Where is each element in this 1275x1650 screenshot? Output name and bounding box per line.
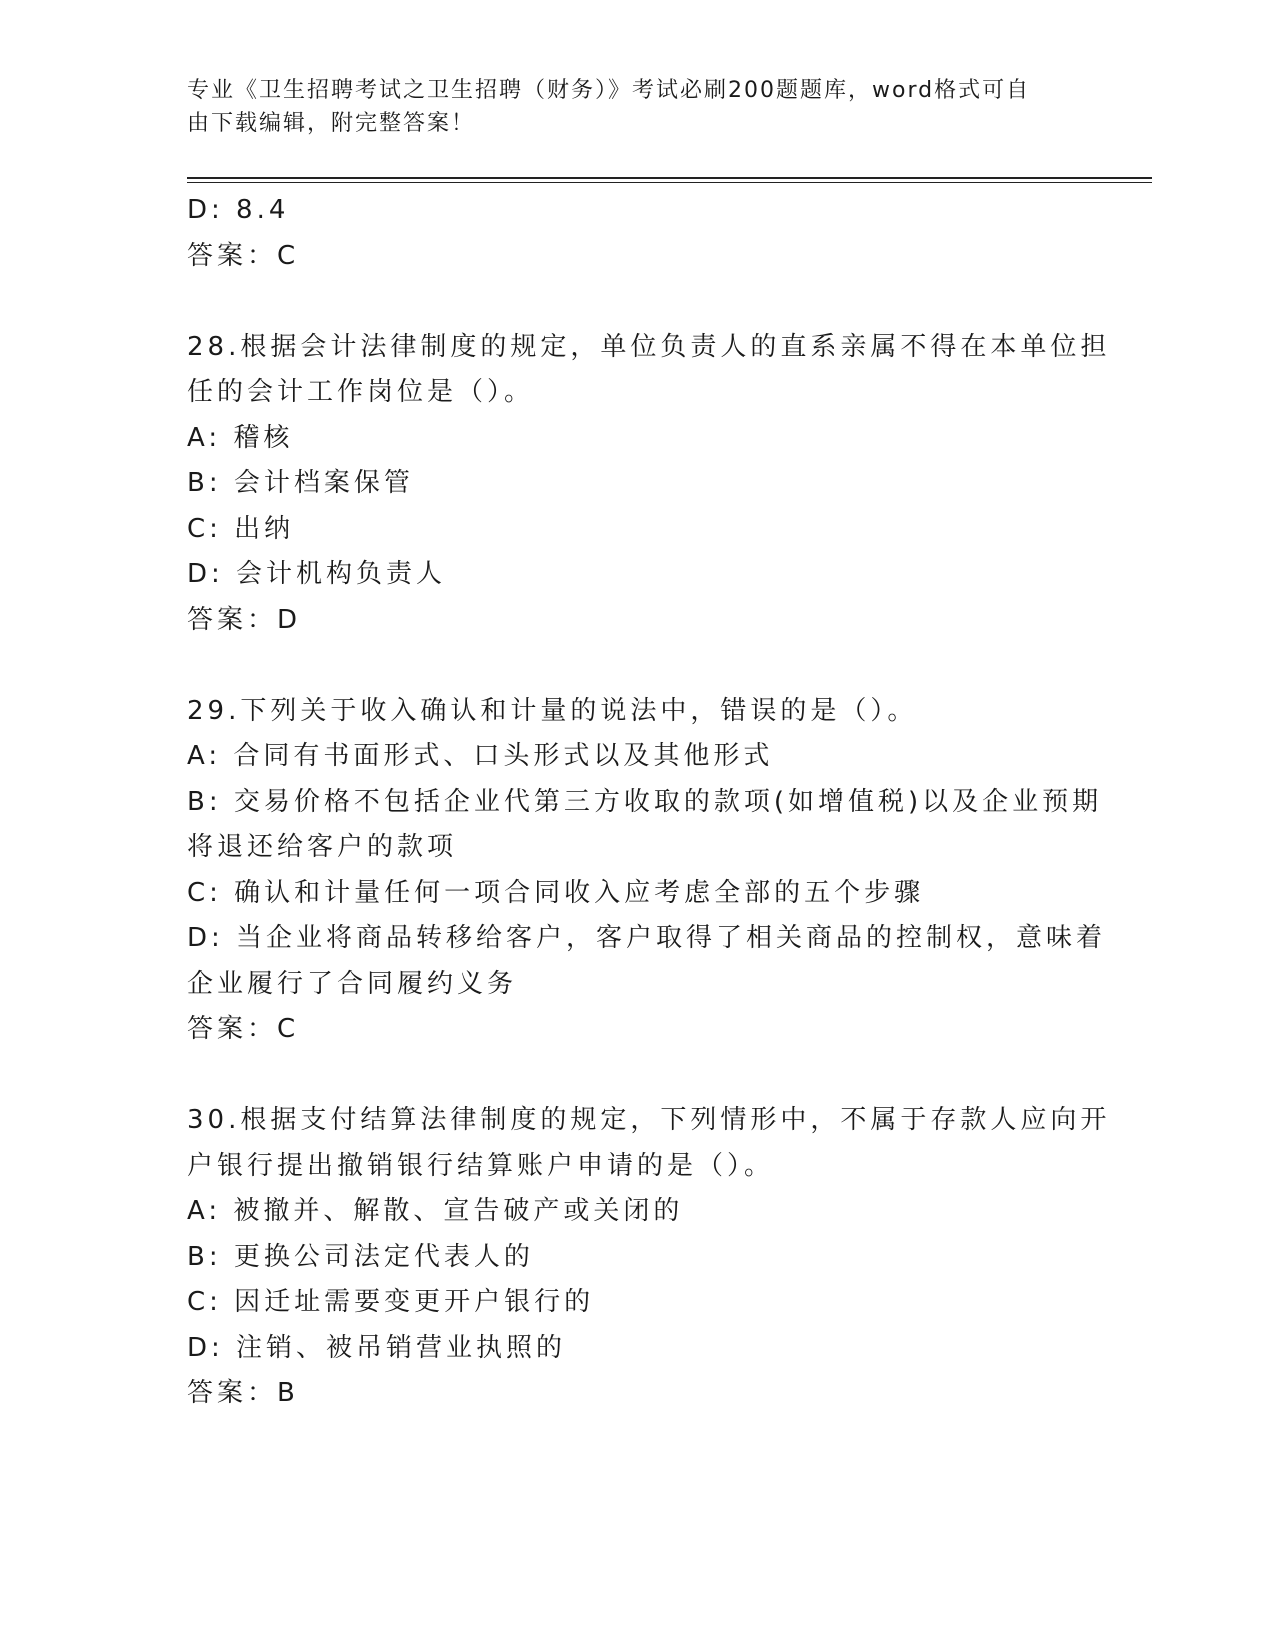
option-c: C: 确认和计量任何一项合同收入应考虑全部的五个步骤: [187, 877, 925, 908]
question-stem-line: 29.下列关于收入确认和计量的说法中，错误的是（）。: [187, 695, 918, 726]
spacer: [187, 643, 1087, 689]
answer: 答案：D: [187, 604, 302, 635]
header-line-1: 专业《卫生招聘考试之卫生招聘（财务）》考试必刷200题题库，word格式可自: [187, 78, 1031, 103]
question-stem-line: 户银行提出撤销银行结算账户申请的是（）。: [187, 1150, 775, 1181]
option-b-continued: 将退还给客户的款项: [187, 832, 458, 862]
option-d-continued: 企业履行了合同履约义务: [187, 968, 518, 999]
option-b: B: 更换公司法定代表人的: [187, 1241, 534, 1272]
question-stem-line: 任的会计工作岗位是（）。: [187, 377, 535, 407]
answer: 答案：C: [187, 240, 300, 271]
option-d: D: 当企业将商品转移给客户，客户取得了相关商品的控制权，意味着: [187, 923, 1107, 953]
question-list: [187, 188, 1111, 1417]
option-a: A: 被撤并、解散、宣告破产或关闭的: [187, 1196, 684, 1226]
option-d: D: 注销、被吊销营业执照的: [187, 1332, 567, 1363]
option-c: C: 出纳: [187, 513, 295, 544]
spacer: [187, 279, 1087, 325]
question-27-tail: [187, 188, 1087, 279]
question-29: [187, 689, 1107, 1053]
question-stem-line: 28.根据会计法律制度的规定，单位负责人的直系亲属不得在本单位担: [187, 331, 1111, 362]
header-line-2: 由下载编辑，附完整答案！: [187, 111, 476, 136]
option-d: D: 会计机构负责人: [187, 559, 447, 589]
option-d: D: 8.4: [187, 195, 290, 225]
option-b: B: 会计档案保管: [187, 468, 414, 498]
answer: 答案：B: [187, 1378, 299, 1408]
header-rule-thin: [187, 182, 1152, 183]
option-a: A: 稽核: [187, 422, 294, 453]
option-b: B: 交易价格不包括企业代第三方收取的款项(如增值税)以及企业预期: [187, 786, 1103, 817]
question-28: [187, 325, 1111, 644]
header-rule-thick: [187, 177, 1152, 179]
spacer: [187, 1053, 1087, 1099]
question-30: [187, 1098, 1111, 1417]
option-a: A: 合同有书面形式、口头形式以及其他形式: [187, 741, 774, 771]
option-c: C: 因迁址需要变更开户银行的: [187, 1287, 595, 1317]
answer: 答案：C: [187, 1014, 300, 1044]
question-stem-line: 30.根据支付结算法律制度的规定，下列情形中，不属于存款人应向开: [187, 1105, 1111, 1135]
document-header: [187, 74, 1067, 140]
